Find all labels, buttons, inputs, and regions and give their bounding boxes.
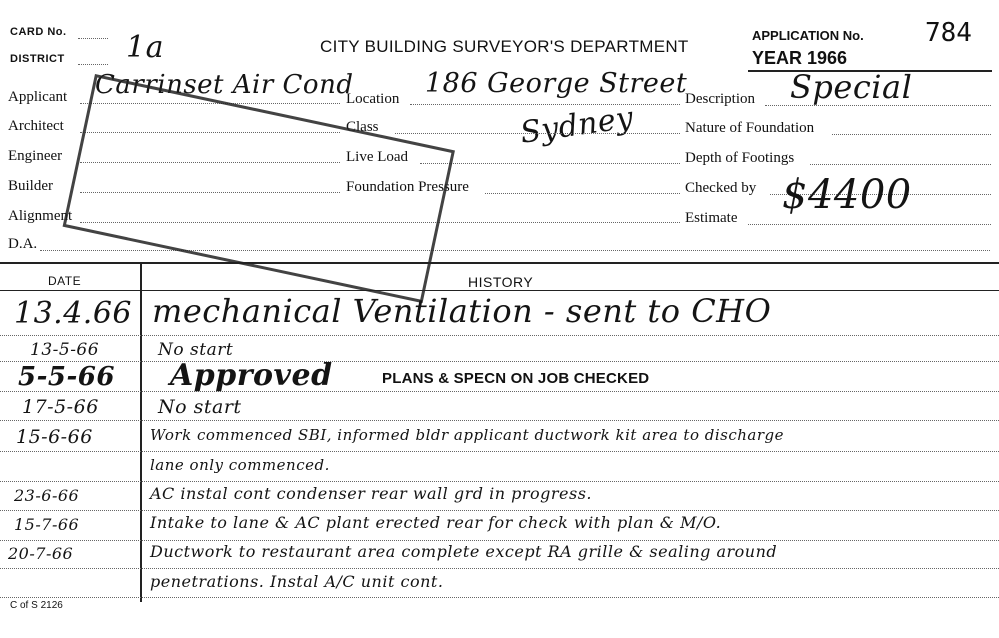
history-column-header: HISTORY (468, 274, 534, 290)
location-value-line1: 186 George Street (425, 68, 688, 99)
row-9-history: Ductwork to restaurant area complete except RA grille & sealing around (150, 542, 778, 561)
builder-label: Builder (8, 178, 53, 194)
row-1-history: mechanical Ventilation - sent to CHO (152, 292, 772, 330)
row-10-history: penetrations. Instal A/C unit cont. (150, 572, 444, 591)
row-3-stamp: PLANS & SPECN ON JOB CHECKED (382, 370, 650, 387)
date-column-header: DATE (48, 274, 82, 288)
row-5-date: 15-6-66 (16, 426, 93, 448)
estimate-value: $4400 (782, 172, 912, 218)
description-value: Special (790, 68, 913, 106)
location-label: Location (346, 91, 400, 107)
estimate-label: Estimate (685, 210, 738, 226)
nature-of-foundation-label: Nature of Foundation (685, 120, 815, 136)
alignment-label: Alignment (8, 208, 73, 224)
row-2-history: No start (158, 340, 234, 360)
row-1-date: 13.4.66 (14, 296, 133, 331)
card-no-label: CARD No. (10, 26, 67, 38)
row-6-history: lane only commenced. (150, 456, 330, 474)
row-3-date: 5-5-66 (18, 362, 115, 392)
checked-by-label: Checked by (685, 180, 757, 196)
application-number: 784 (925, 18, 972, 48)
district-value: 1a (126, 30, 164, 65)
da-label: D.A. (8, 236, 38, 252)
architect-label: Architect (8, 118, 64, 134)
application-label: APPLICATION No. (752, 28, 864, 43)
row-4-history: No start (158, 396, 242, 418)
department-title: CITY BUILDING SURVEYOR'S DEPARTMENT (320, 37, 689, 56)
row-8-history: Intake to lane & AC plant erected rear for check with plan & M/O. (150, 513, 722, 532)
row-4-date: 17-5-66 (22, 396, 99, 418)
live-load-label: Live Load (346, 149, 409, 165)
row-7-date: 23-6-66 (14, 486, 80, 505)
foundation-pressure-label: Foundation Pressure (346, 179, 469, 195)
location-value-line2: Sydney (518, 100, 636, 151)
year-label: YEAR 1966 (752, 48, 848, 68)
engineer-label: Engineer (8, 148, 63, 164)
class-label: Class (346, 119, 379, 135)
depth-of-footings-label: Depth of Footings (685, 150, 795, 166)
row-2-date: 13-5-66 (30, 340, 100, 360)
row-3-history: Approved (170, 358, 333, 393)
row-8-date: 15-7-66 (14, 515, 80, 534)
applicant-value: Carrinset Air Cond (95, 70, 354, 100)
description-label: Description (685, 91, 755, 107)
row-9-date: 20-7-66 (8, 544, 74, 563)
row-5-history: Work commenced SBI, informed bldr applicant ductwork kit area to discharge (150, 426, 784, 444)
row-7-history: AC instal cont condenser rear wall grd in progress. (150, 484, 592, 503)
form-code: C of S 2126 (10, 600, 63, 611)
applicant-label: Applicant (8, 89, 68, 105)
district-label: DISTRICT (10, 53, 65, 65)
rubber-stamp-box (63, 74, 455, 303)
